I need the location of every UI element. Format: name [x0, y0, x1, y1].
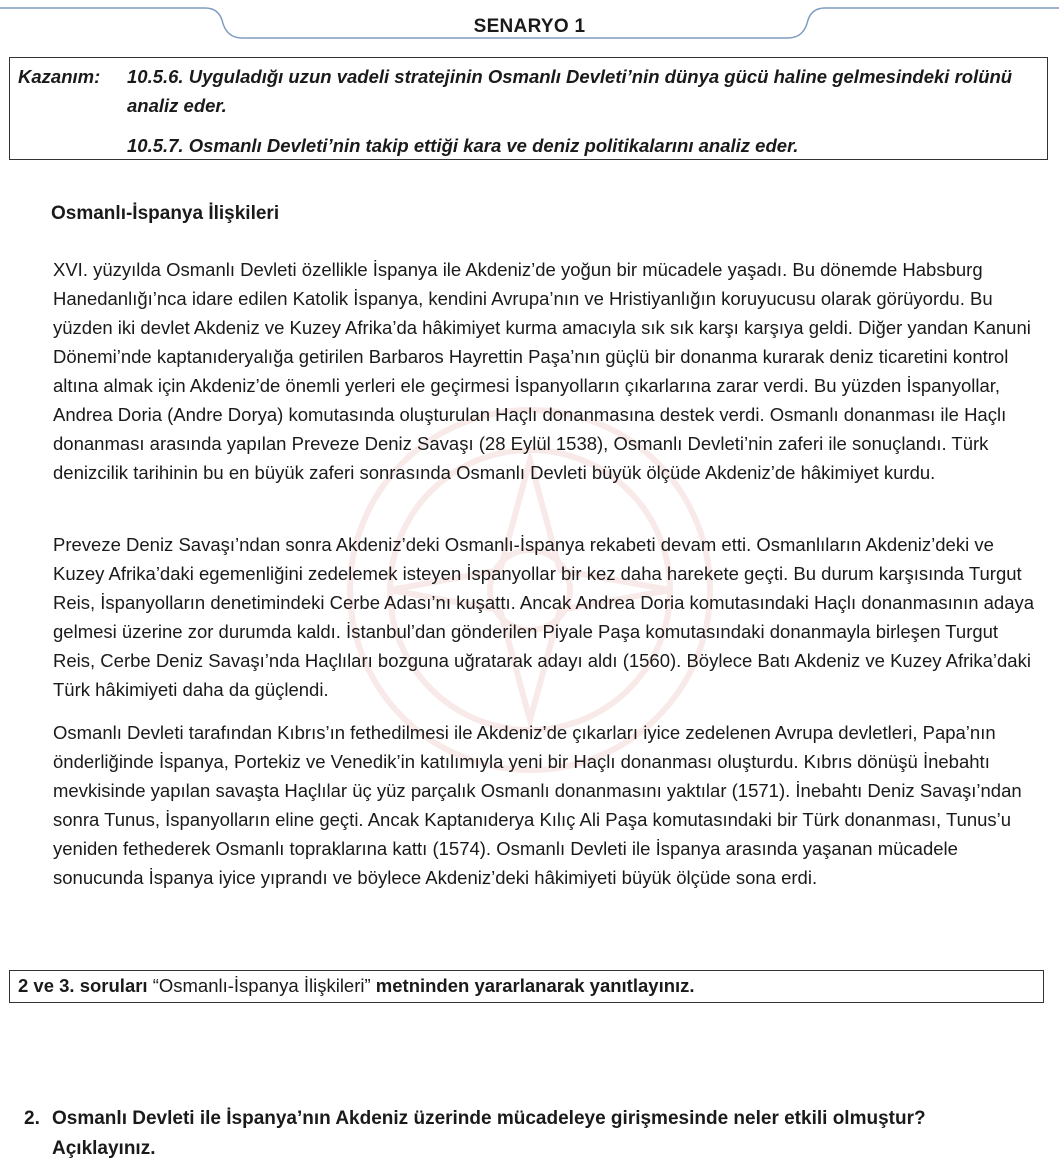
- instruction-box: [9, 970, 1044, 1003]
- section-title: Osmanlı-İspanya İlişkileri: [51, 203, 280, 224]
- instruction-bold-start: 2 ve 3. soruları: [18, 975, 148, 996]
- page-title: SENARYO 1: [473, 16, 586, 37]
- paragraph-1: XVI. yüzyılda Osmanlı Devleti özellikle İspanya ile Akdeniz’de yoğun bir mücadele yaşadı. Bu dönemde Habsburg Hanedanlığı’nca idare edilen Katolik İspanya, kendini Avrupa’nın ve Hristiyanlığın koruyucusu olarak görüyordu. Bu yüzden iki devlet Akdeniz ve Kuzey Afrika’da hâkimiyet kurma amacıyla sık sık karşı karşıya geldi. Diğer yandan Kanuni Dönemi’nde kaptanıderyalığa getirilen Barbaros Hayrettin Paşa’nın güçlü bir donanma kurarak deniz ticaretini kontrol altına almak için Akdeniz’de önemli yerleri ele geçirmesi İspanyolların çıkarlarına zarar verdi. Bu yüzden İspanyollar, Andrea Doria (Andre Dorya) komutasında oluşturulan Haçlı donanmasına destek verdi. Osmanlı donanması ile Haçlı donanması arasında yapılan Preveze Deniz Savaşı (28 Eylül 1538), Osmanlı Devleti’nin zaferi ile sonuçlandı. Türk denizcilik tarihinin bu en büyük zaferi sonrasında Osmanlı Devleti büyük ölçüde Akdeniz’de hâkimiyet kurdu.: [53, 259, 1031, 483]
- outcome-label: Kazanım:: [18, 66, 101, 87]
- question-text: Osmanlı Devleti ile İspanya’nın Akdeniz üzerinde mücadeleye girişmesinde neler etkili olmuştur? Açıklayınız.: [52, 1108, 926, 1159]
- instruction-bold-end: metninden yararlanarak yanıtlayınız.: [375, 975, 695, 996]
- learning-outcome-box: [9, 57, 1048, 160]
- instruction-quote: “Osmanlı-İspanya İlişkileri”: [152, 975, 371, 996]
- outcome-item-2: 10.5.7. Osmanlı Devleti’nin takip ettiği kara ve deniz politikalarını analiz eder.: [127, 135, 799, 156]
- paragraph-2: Preveze Deniz Savaşı’ndan sonra Akdeniz’deki Osmanlı-İspanya rekabeti devam etti. Osmanlıların Akdeniz’deki ve Kuzey Afrika’daki egemenliğini zedelemek isteyen İspanyollar bir kez daha harekete geçti. Bu durum karşısında Turgut Reis, İspanyolların denetimindeki Cerbe Adası’nı kuşattı. Ancak Andrea Doria komutasındaki Haçlı donanmasının adaya gelmesi üzerine zor durumda kaldı. İstanbul’dan gönderilen Piyale Paşa komutasındaki donanmayla birleşen Turgut Reis, Cerbe Deniz Savaşı’nda Haçlıları bozguna uğratarak adayı aldı (1560). Böylece Batı Akdeniz ve Kuzey Afrika’daki Türk hâkimiyeti daha da güçlendi.: [53, 534, 1035, 700]
- outcome-item-1: 10.5.6. Uyguladığı uzun vadeli stratejinin Osmanlı Devleti’nin dünya gücü haline gelmesindeki rolünü analiz eder.: [127, 66, 1013, 116]
- question-number: 2.: [24, 1108, 40, 1129]
- paragraph-3: Osmanlı Devleti tarafından Kıbrıs’ın fethedilmesi ile Akdeniz’de çıkarları iyice zedelenen Avrupa devletleri, Papa’nın önderliğinde İspanya, Portekiz ve Venedik’in katılımıyla yeni bir Haçlı donanması oluşturdu. Kıbrıs dönüşü İnebahtı mevkisinde yapılan savaşta Haçlılar üç yüz parçalık Osmanlı donanmasını yaktılar (1571). İnebahtı Deniz Savaşı’ndan sonra Tunus, İspanyolların eline geçti. Ancak Kaptanıderya Kılıç Ali Paşa komutasındaki bir Türk donanması, Tunus’u yeniden fethederek Osmanlı topraklarına kattı (1574). Osmanlı Devleti ile İspanya arasında yaşanan mücadele sonucunda İspanya iyice yıprandı ve böylece Akdeniz’deki hâkimiyeti büyük ölçüde sona erdi.: [53, 722, 1022, 888]
